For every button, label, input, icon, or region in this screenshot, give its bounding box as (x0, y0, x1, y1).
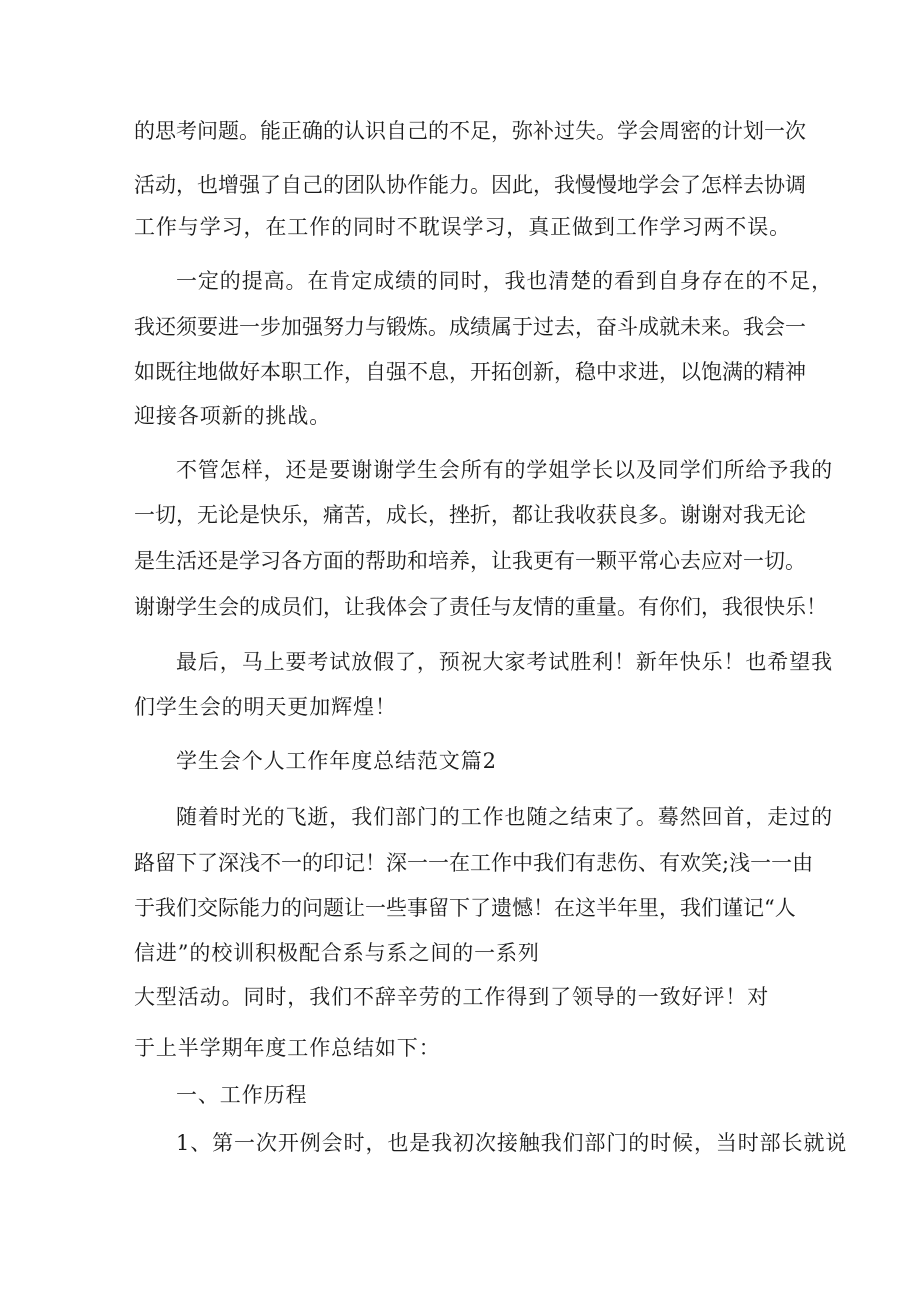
paragraph-line: 是生活还是学习各方面的帮助和培养，让我更有一颗平常心去应对一切。 (134, 549, 806, 573)
paragraph-line: 于我们交际能力的问题让一些事留下了遗憾！在这半年里，我们谨记“人 (134, 896, 796, 920)
paragraph-line: 一切，无论是快乐，痛苦，成长，挫折，都让我收获良多。谢谢对我无论 (134, 503, 806, 527)
paragraph-line: 路留下了深浅不一的印记！深一一在工作中我们有悲伤、有欢笑;浅一一由 (134, 851, 814, 875)
paragraph-line: 的思考问题。能正确的认识自己的不足，弥补过失。学会周密的计划一次 (134, 119, 806, 143)
section-heading: 学生会个人工作年度总结范文篇2 (176, 749, 497, 773)
paragraph-line: 随着时光的飞逝，我们部门的工作也随之结束了。蓦然回首，走过的 (176, 805, 833, 829)
paragraph-line: 活动，也增强了自己的团队协作能力。因此，我慢慢地学会了怎样去协调 (134, 173, 806, 197)
paragraph-line: 工作与学习，在工作的同时不耽误学习，真正做到工作学习两不误。 (134, 215, 791, 239)
paragraph-line: 们学生会的明天更加辉煌！ (134, 695, 397, 719)
paragraph-line: 如既往地做好本职工作，自强不息，开拓创新，稳中求进，以饱满的精神 (134, 360, 806, 384)
list-heading: 一、工作历程 (176, 1083, 308, 1107)
paragraph-line: 我还须要进一步加强努力与锻炼。成绩属于过去，奋斗成就未来。我会一 (134, 315, 806, 339)
paragraph-line: 谢谢学生会的成员们，让我体会了责任与友情的重量。有你们，我很快乐！ (134, 595, 827, 619)
paragraph-line: 信进”的校训积极配合系与系之间的一系列 (134, 941, 540, 965)
paragraph-line: 不管怎样，还是要谢谢学生会所有的学姐学长以及同学们所给予我的 (176, 458, 833, 482)
paragraph-line: 一定的提高。在肯定成绩的同时，我也清楚的看到自身存在的不足， (176, 269, 833, 293)
paragraph-line: 1、第一次开例会时，也是我初次接触我们部门的时候，当时部长就说 (176, 1131, 848, 1155)
paragraph-line: 于上半学期年度工作总结如下： (134, 1036, 441, 1060)
paragraph-line: 大型活动。同时，我们不辞辛劳的工作得到了领导的一致好评！对 (134, 985, 770, 1009)
paragraph-line: 最后，马上要考试放假了，预祝大家考试胜利！新年快乐！也希望我 (176, 650, 833, 674)
paragraph-line: 迎接各项新的挑战。 (134, 404, 332, 428)
